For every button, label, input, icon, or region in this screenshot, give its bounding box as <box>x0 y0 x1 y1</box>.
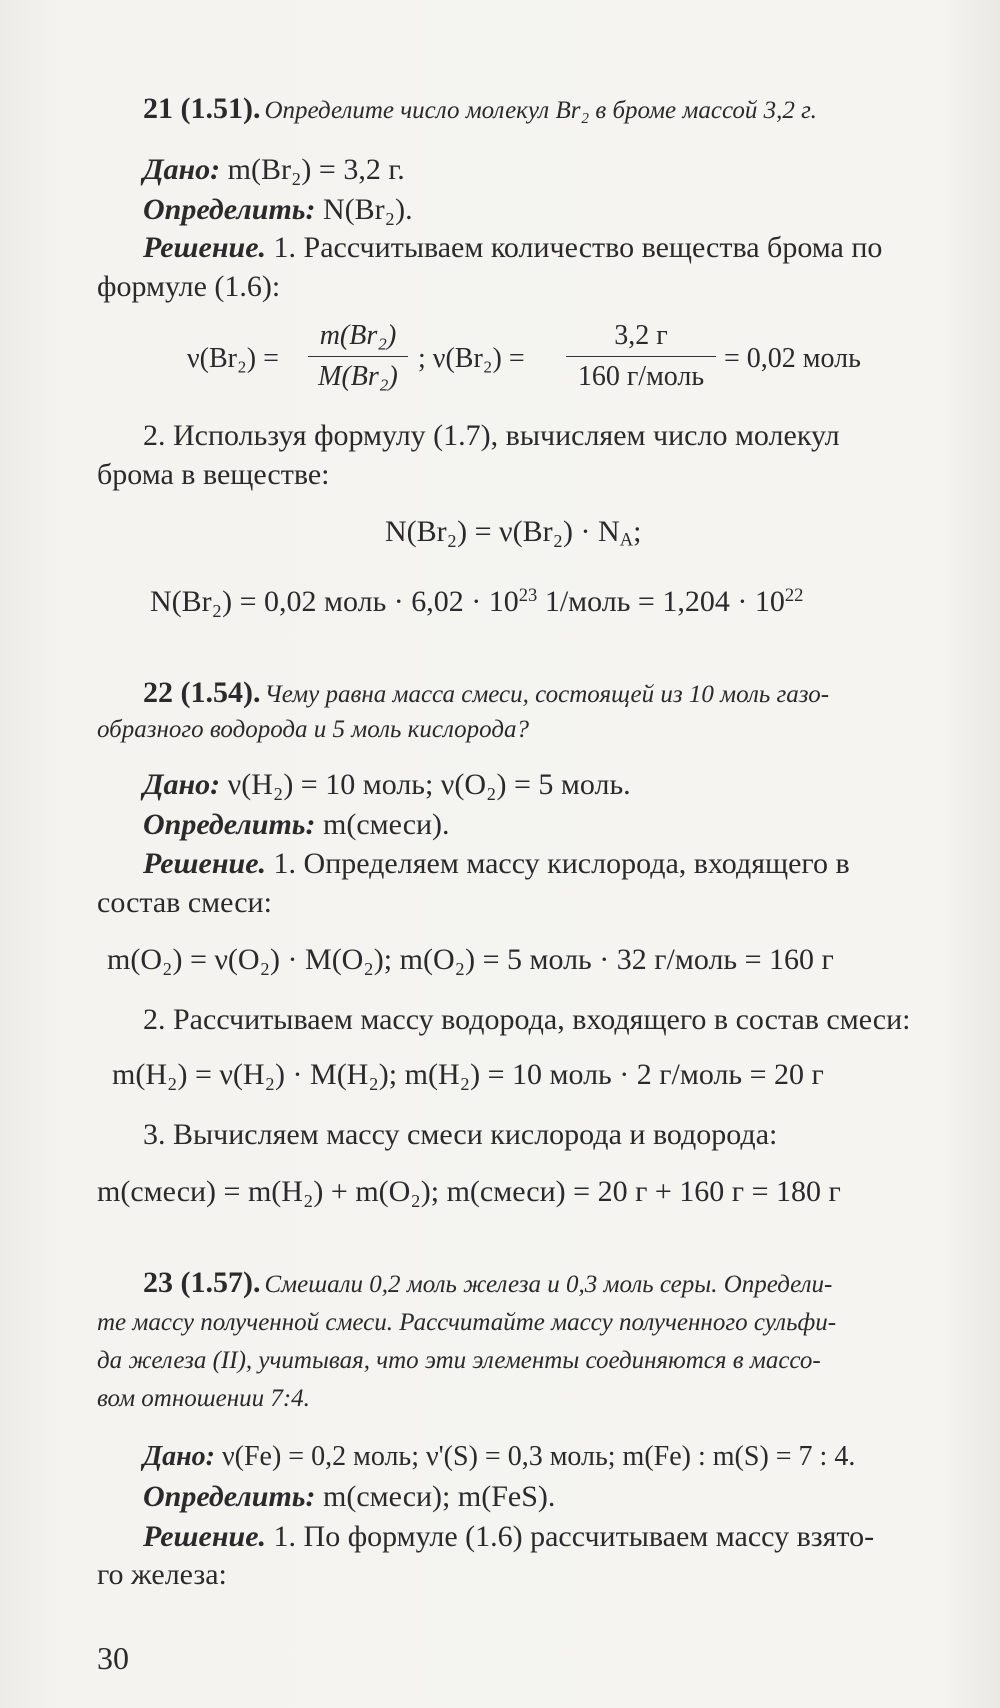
formula-hydrogen-mass: m(H₂) = ν(H₂) · M(H₂); m(H₂) = 10 моль · 2 г/моль = 20 г <box>112 1058 824 1091</box>
given-label: Дано: <box>143 1441 215 1472</box>
problem-23-task-line4: вом отношении 7:4. <box>97 1385 310 1412</box>
problem-21-find <box>143 190 413 230</box>
find-text: N(Br₂). <box>315 193 413 226</box>
problem-23-given <box>143 1437 855 1477</box>
problem-22-task-line2: образного водорода и 5 моль кислорода? <box>97 716 529 743</box>
fraction-denominator: M(Br₂) <box>318 361 398 392</box>
problem-22-step2: 2. Рассчитываем массу водорода, входящего в состав смеси: <box>143 1003 911 1036</box>
page-number: 30 <box>97 1640 129 1676</box>
solution-text: 1. Рассчитываем количество вещества брома по <box>266 231 883 264</box>
given-text: ν(H₂) = 10 моль; ν(O₂) = 5 моль. <box>220 768 631 801</box>
problem-21-heading <box>143 92 817 129</box>
fraction-numerator: m(Br₂) <box>308 320 408 357</box>
problem-21-step2-line1: 2. Используя формулу (1.7), вычисляем число молекул <box>143 419 840 452</box>
find-label: Определить: <box>143 808 316 841</box>
problem-23-find <box>143 1477 555 1517</box>
formula-text: N(Br₂) = ν(Br₂) · N <box>385 515 620 548</box>
formula-mixture-mass: m(смеси) = m(H₂) + m(O₂); m(смеси) = 20 г + 160 г = 180 г <box>97 1175 841 1208</box>
find-text: m(смеси). <box>315 808 450 841</box>
problem-23-heading <box>143 1266 832 1303</box>
solution-text: 1. По формуле (1.6) рассчитываем массу взято- <box>266 1520 875 1553</box>
problem-22-step3: 3. Вычисляем массу смеси кислорода и водорода: <box>143 1118 778 1151</box>
problem-22-number: 22 (1.54). <box>143 676 261 709</box>
fraction-mass-over-molar <box>308 320 408 393</box>
formula-exponent-2: 22 <box>784 584 804 606</box>
given-label: Дано: <box>143 768 221 801</box>
problem-22-heading <box>143 676 829 713</box>
problem-21-solution-line2: формуле (1.6): <box>97 270 281 303</box>
formula-nu-left: ν(Br₂) = <box>187 343 279 374</box>
fraction-numeric <box>566 320 716 393</box>
problem-21-number: 21 (1.51). <box>143 92 261 125</box>
solution-label: Решение. <box>143 231 267 264</box>
given-text: m(Br₂) = 3,2 г. <box>220 153 405 186</box>
formula-oxygen-mass: m(O₂) = ν(O₂) · M(O₂); m(O₂) = 5 моль · 32 г/моль = 160 г <box>107 943 834 976</box>
problem-22-solution-line1 <box>143 844 850 884</box>
problem-23-task-line1: Смешали 0,2 моль железа и 0,3 моль серы. Определи- <box>264 1271 833 1298</box>
solution-label: Решение. <box>143 1520 267 1553</box>
formula-molecule-count <box>385 512 641 552</box>
problem-23-number: 23 (1.57). <box>143 1266 261 1299</box>
problem-21-solution-line1 <box>143 228 882 268</box>
find-text: m(смеси); m(FeS). <box>315 1480 556 1513</box>
find-label: Определить: <box>143 1480 316 1513</box>
fraction-denominator: 160 г/моль <box>577 361 705 392</box>
formula-result: = 0,02 моль <box>724 343 861 374</box>
problem-22-given <box>143 765 631 805</box>
problem-22-task-line1: Чему равна масса смеси, состоящей из 10 моль газо- <box>264 681 830 708</box>
solution-label: Решение. <box>143 847 267 880</box>
problem-21-task: Определите число молекул Br₂ в броме массой 3,2 г. <box>264 97 817 124</box>
given-label: Дано: <box>143 153 221 186</box>
problem-23-task-line2: те массу полученной смеси. Рассчитайте массу полученного сульфи- <box>97 1309 837 1336</box>
formula-exponent-1: 23 <box>518 584 538 606</box>
problem-23-solution-line2: го железа: <box>97 1558 227 1591</box>
problem-23-task-line3: да железа (II), учитывая, что эти элементы соединяются в массо- <box>97 1347 821 1374</box>
problem-23-solution-line1 <box>143 1517 874 1557</box>
fraction-numerator: 3,2 г <box>566 320 716 357</box>
problem-21-given <box>143 150 405 190</box>
given-text: ν(Fe) = 0,2 моль; ν'(S) = 0,3 моль; m(Fe) : m(S) = 7 : 4. <box>215 1441 856 1472</box>
formula-end: ; <box>633 515 642 548</box>
find-label: Определить: <box>143 193 316 226</box>
formula-part-b: 1/моль = 1,204 · 10 <box>537 585 785 618</box>
formula-nu-mid: ; ν(Br₂) = <box>418 343 525 374</box>
problem-22-solution-line2: состав смеси: <box>97 886 272 919</box>
problem-21-step2-line2: брома в веществе: <box>97 458 330 491</box>
formula-molecule-result <box>150 582 803 622</box>
formula-part-a: N(Br₂) = 0,02 моль · 6,02 · 10 <box>150 585 519 618</box>
problem-22-find <box>143 805 450 845</box>
formula-subscript: A <box>619 529 634 551</box>
solution-text: 1. Определяем массу кислорода, входящего в <box>266 847 850 880</box>
